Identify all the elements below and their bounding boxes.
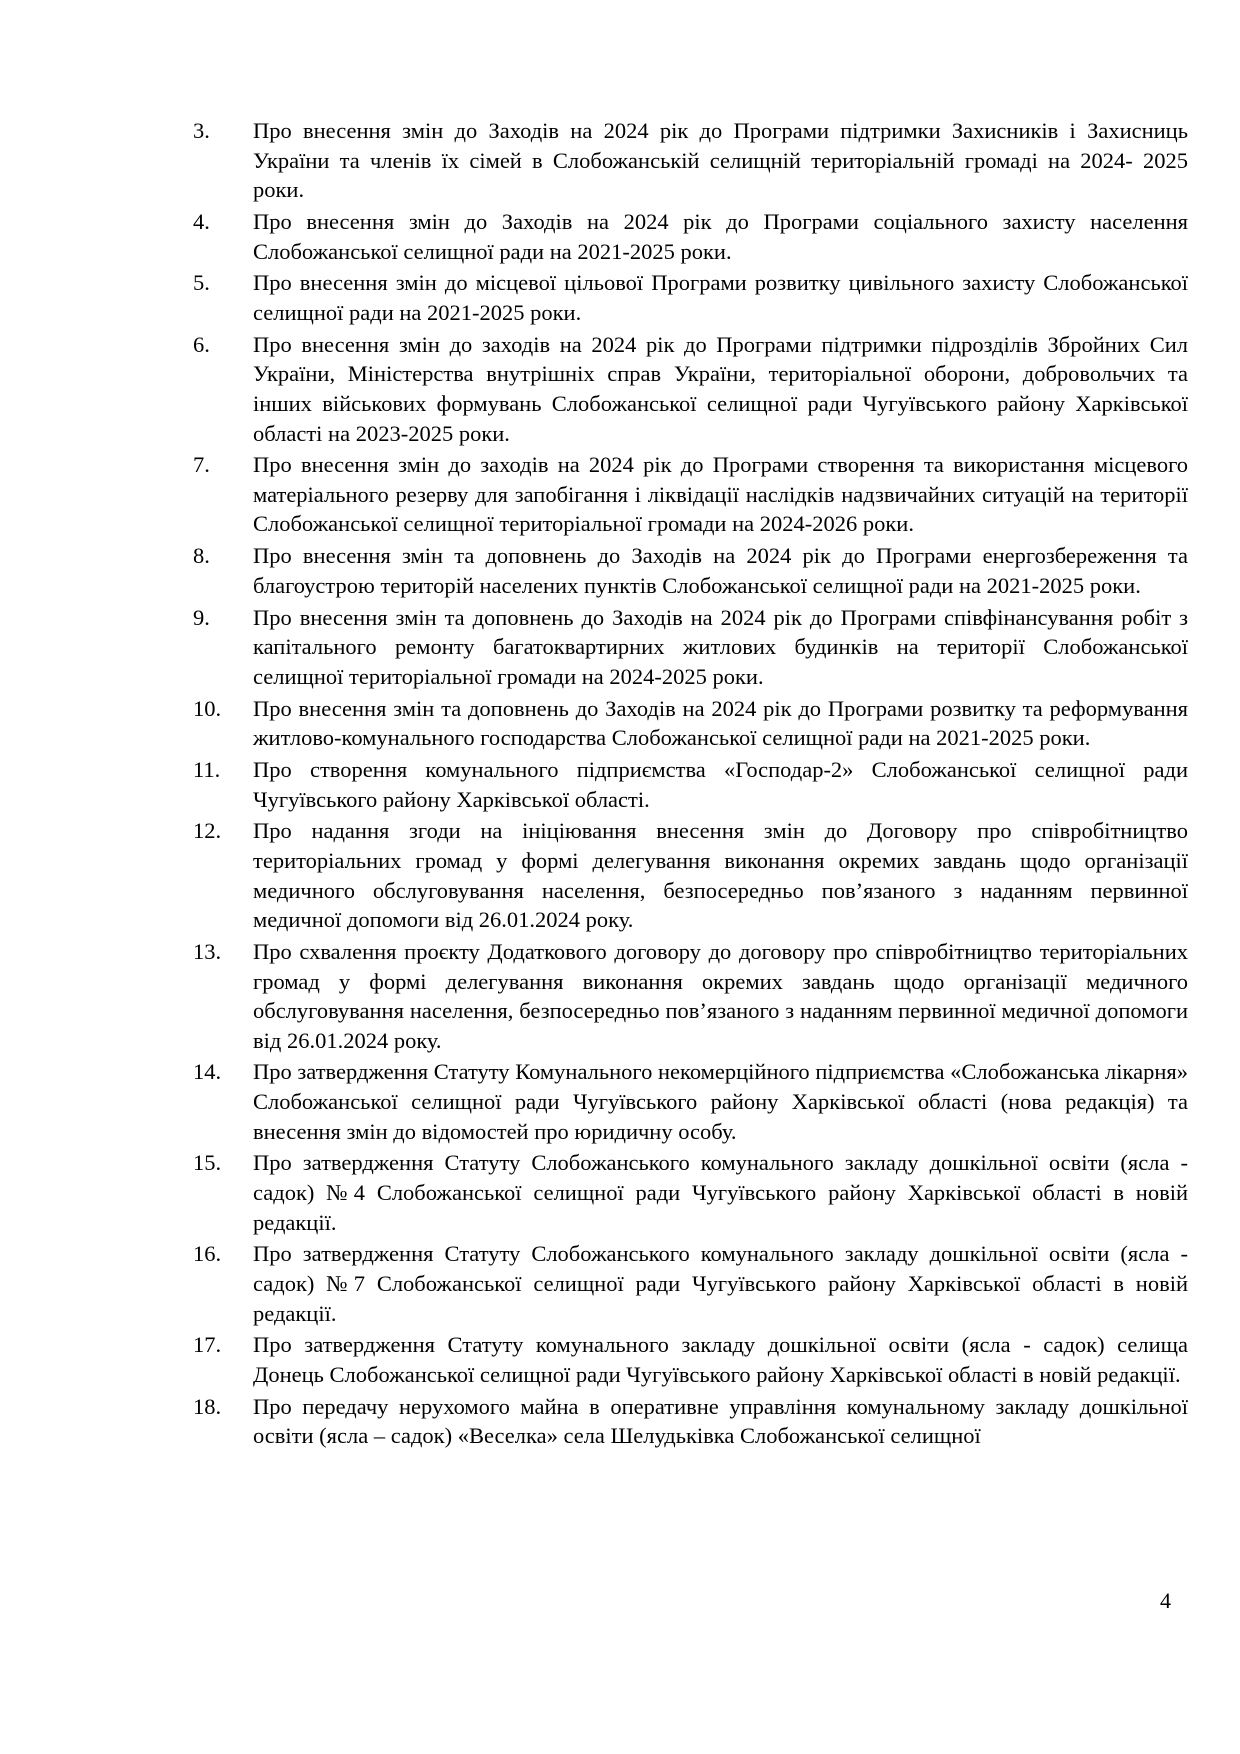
agenda-item-number: 5. <box>193 270 210 296</box>
agenda-item-text: Про внесення змін та доповнень до Заходів на 2024 рік до Програми співфінансування робіт з капітального ремонту багатоквартирних житлових будинків на території Слобожанської селищної територіальної громади на 2024-2025 роки. <box>253 604 1188 689</box>
agenda-item-number: 16. <box>193 1241 222 1267</box>
agenda-item <box>193 1392 1190 1451</box>
agenda-item-number: 15. <box>193 1150 222 1176</box>
agenda-item-number: 8. <box>193 543 210 569</box>
agenda-item-text: Про внесення змін до місцевої цільової Програми розвитку цивільного захисту Слобожанської селищної ради на 2021-2025 роки. <box>253 270 1188 325</box>
agenda-item <box>193 937 1190 1055</box>
agenda-item <box>193 816 1190 934</box>
agenda-item <box>193 1239 1190 1328</box>
agenda-item-text: Про затвердження Статуту Комунального некомерційного підприємства «Слобожанська лікарня» Слобожанської селищної ради Чугуївського району Харківської області (нова редакція) та внесення змін до відомостей про юридичну особу. <box>253 1059 1188 1144</box>
agenda-item-number: 6. <box>193 331 210 357</box>
agenda-item-text: Про внесення змін та доповнень до Заходів на 2024 рік до Програми розвитку та реформування житлово-комунального господарства Слобожанської селищної ради на 2021-2025 роки. <box>253 695 1188 751</box>
agenda-item-number: 3. <box>193 118 210 143</box>
agenda-item-text: Про створення комунального підприємства «Господар-2» Слобожанської селищної ради Чугуївського району Харківської області. <box>253 756 1188 812</box>
agenda-item <box>193 330 1190 448</box>
agenda-item-number: 10. <box>193 695 222 721</box>
agenda-item <box>193 541 1190 600</box>
agenda-item-text: Про затвердження Статуту Слобожанського комунального закладу дошкільної освіти (ясла - садок) №4 Слобожанської селищної ради Чугуївського району Харківської області в новій редакції. <box>253 1150 1188 1235</box>
agenda-item-text: Про внесення змін до заходів на 2024 рік до Програми підтримки підрозділів Збройних Сил України, Міністерства внутрішніх справ України, територіальної оборони, добровольчих та інших військових формувань Слобожанської селищної ради Чугуївського району Харківської області на 2023-2025 роки. <box>253 331 1188 446</box>
agenda-item-number: 17. <box>193 1332 222 1358</box>
agenda-item-text: Про надання згоди на ініціювання внесення змін до Договору про співробітництво територіальних громад у формі делегування виконання окремих завдань щодо організації медичного обслуговування населення, безпосередньо пов’язаного з наданням первинної медичної допомоги від 26.01.2024 року. <box>253 818 1188 933</box>
agenda-item <box>193 116 1190 205</box>
agenda-item-number: 7. <box>193 452 210 478</box>
agenda-item <box>193 603 1190 692</box>
agenda-item-number: 14. <box>193 1059 222 1085</box>
agenda-item-number: 12. <box>193 818 222 844</box>
agenda-item-text: Про затвердження Статуту Слобожанського комунального закладу дошкільної освіти (ясла - садок) №7 Слобожанської селищної ради Чугуївського району Харківської області в новій редакції. <box>253 1241 1188 1326</box>
page-number: 4 <box>1160 1588 1171 1613</box>
agenda-item <box>193 755 1190 814</box>
agenda-item <box>193 450 1190 539</box>
agenda-item-number: 9. <box>193 604 210 630</box>
agenda-item-text: Про затвердження Статуту комунального закладу дошкільної освіти (ясла - садок) селища Донець Слобожанської селищної ради Чугуївського району Харківської області в новій редакції. <box>253 1332 1188 1387</box>
agenda-item-text: Про схвалення проєкту Додаткового договору до договору про співробітництво територіальних громад у формі делегування виконання окремих завдань щодо організації медичного обслуговування населення, безпосередньо пов’язаного з наданням первинної медичної допомоги від 26.01.2024 року. <box>253 938 1188 1053</box>
agenda-item <box>193 694 1190 753</box>
agenda-item <box>193 268 1190 327</box>
agenda-item <box>193 1330 1190 1389</box>
agenda-item-text: Про передачу нерухомого майна в оперативне управління комунальному закладу дошкільної освіти (ясла – садок) «Веселка» села Шелудьківка Слобожанської селищної <box>253 1393 1188 1449</box>
agenda-item-number: 11. <box>193 756 221 782</box>
agenda-item-number: 13. <box>193 938 222 964</box>
agenda-item-text: Про внесення змін та доповнень до Заходів на 2024 рік до Програми енергозбереження та благоустрою територій населених пунктів Слобожанської селищної ради на 2021-2025 роки. <box>253 543 1188 598</box>
agenda-list <box>193 116 1190 1453</box>
agenda-item-text: Про внесення змін до заходів на 2024 рік до Програми створення та використання місцевого матеріального резерву для запобігання і ліквідації наслідків надзвичайних ситуацій на території Слобожанської селищної територіальної громади на 2024-2026 роки. <box>253 452 1188 537</box>
agenda-item <box>193 207 1190 266</box>
agenda-item <box>193 1148 1190 1237</box>
agenda-item-number: 4. <box>193 208 210 234</box>
agenda-item-text: Про внесення змін до Заходів на 2024 рік до Програми соціального захисту населення Слобожанської селищної ради на 2021-2025 роки. <box>253 208 1188 264</box>
agenda-item-number: 18. <box>193 1393 222 1419</box>
agenda-item-text: Про внесення змін до Заходів на 2024 рік до Програми підтримки Захисників і Захисниць України та членів їх сімей в Слобожанській селищній територіальній громаді на 2024- 2025 роки. <box>253 118 1188 203</box>
agenda-item <box>193 1057 1190 1146</box>
